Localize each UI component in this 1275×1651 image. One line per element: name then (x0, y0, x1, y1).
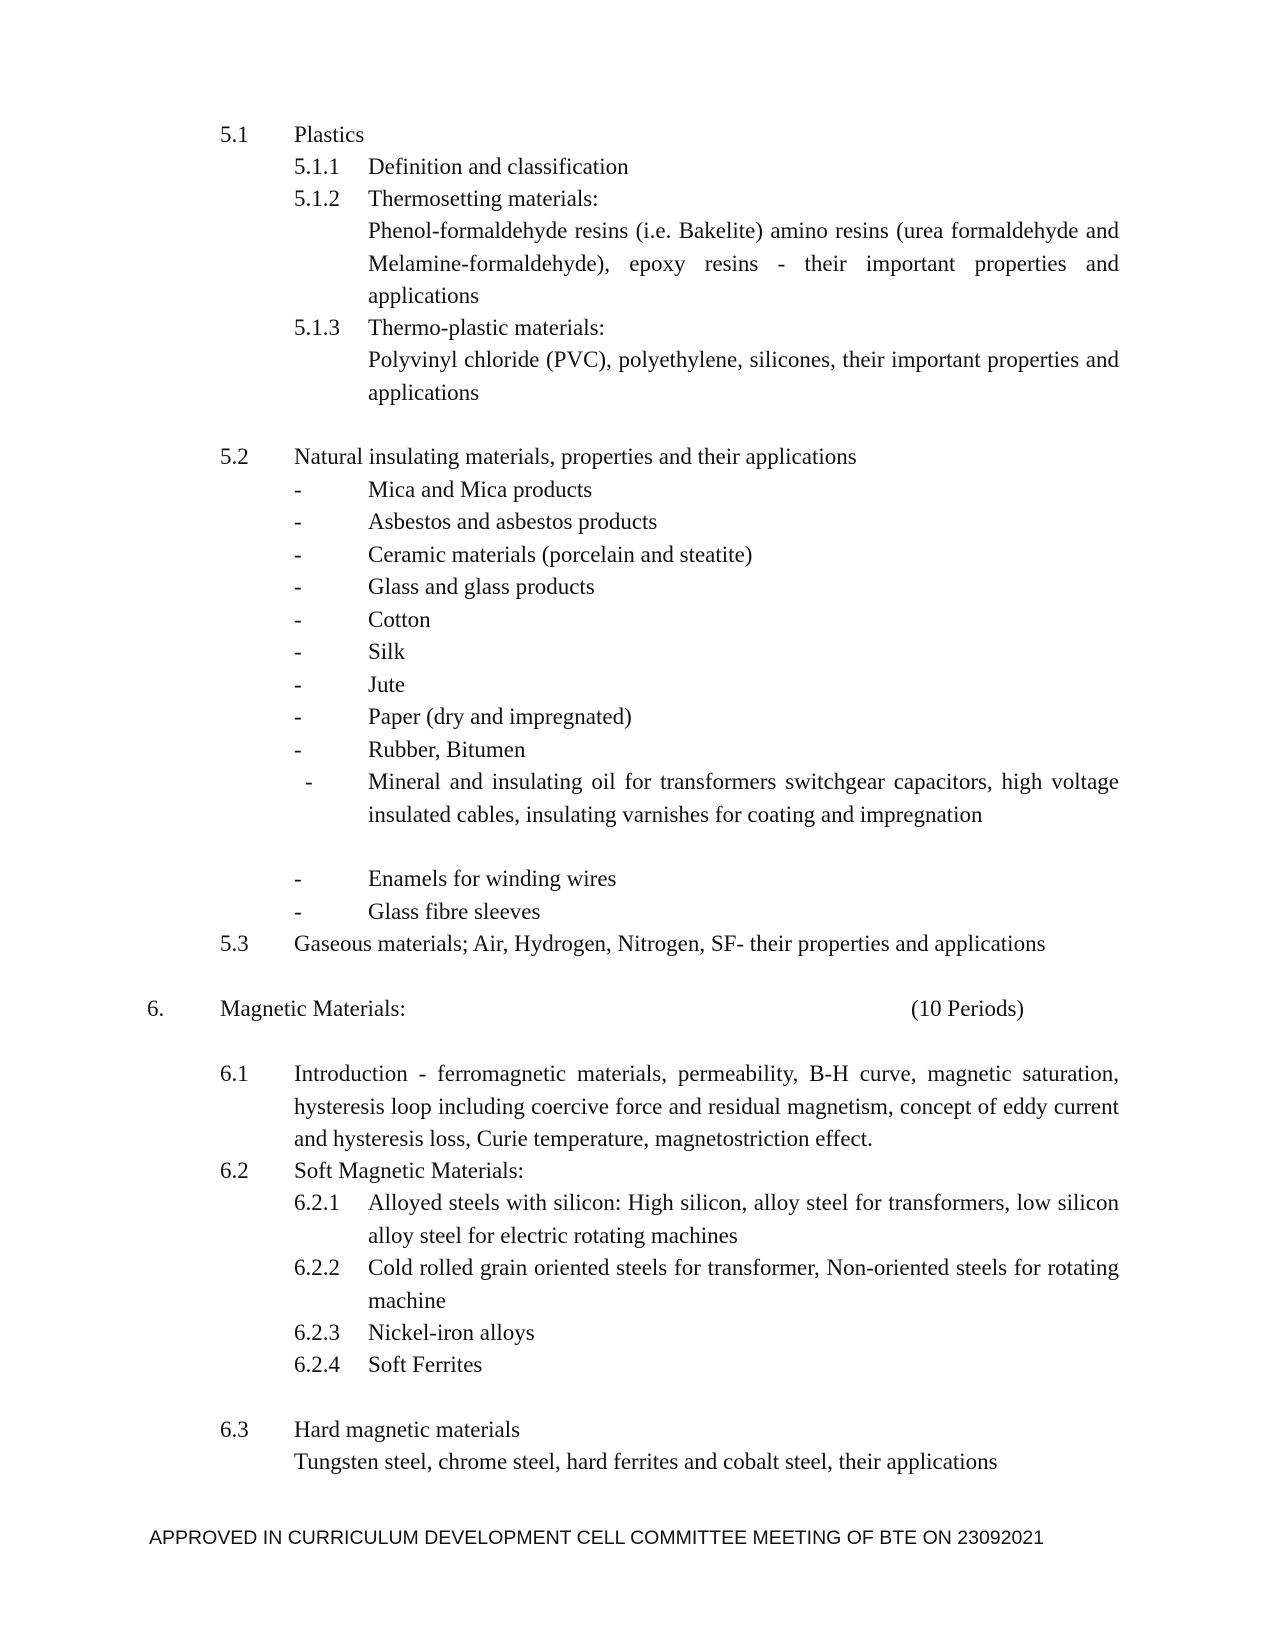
section-number: 5.2 (220, 444, 249, 469)
section-title: Soft Magnetic Materials: (294, 1158, 524, 1183)
subsection-number: 6.2.4 (294, 1352, 340, 1377)
subsection-number: 5.1.3 (294, 315, 340, 340)
subsection-number: 5.1.1 (294, 154, 340, 179)
section-number: 6.2 (220, 1158, 249, 1183)
bullet-dash: - (294, 574, 302, 599)
chapter-periods: (10 Periods) (911, 996, 1025, 1021)
list-item: Jute (368, 672, 406, 697)
bullet-dash: - (294, 607, 302, 632)
section-number: 6.3 (220, 1417, 249, 1442)
list-item: Cotton (368, 607, 431, 632)
list-item: Glass fibre sleeves (368, 899, 541, 924)
bullet-dash: - (305, 769, 313, 794)
approval-footer: APPROVED IN CURRICULUM DEVELOPMENT CELL COMMITTEE MEETING OF BTE ON 23092021 (149, 1527, 1045, 1549)
bullet-dash: - (294, 704, 302, 729)
section-body: Introduction - ferromagnetic materials, permeability, B-H curve, magnetic saturation, hysteresis loop including coercive force and residual magnetism, concept of eddy current and hysteresis loss, Curie temperature, magnetostriction effect. (294, 1061, 1119, 1151)
subsection-title: Thermosetting materials: (368, 186, 599, 211)
subsection-title: Thermo-plastic materials: (368, 315, 605, 340)
list-item: Paper (dry and impregnated) (368, 704, 632, 729)
bullet-dash: - (294, 866, 302, 891)
list-item: Mineral and insulating oil for transformers switchgear capacitors, high voltage insulated cables, insulating varnishes for coating and impregnation (368, 769, 1119, 827)
subsection-number: 6.2.3 (294, 1320, 340, 1345)
list-item: Glass and glass products (368, 574, 595, 599)
bullet-dash: - (294, 672, 302, 697)
list-item: Ceramic materials (porcelain and steatite) (368, 542, 753, 567)
list-item: Enamels for winding wires (368, 866, 617, 891)
bullet-dash: - (294, 509, 302, 534)
subsection-number: 6.2.2 (294, 1255, 340, 1280)
list-item: Silk (368, 639, 406, 664)
subsection-number: 5.1.2 (294, 186, 340, 211)
subsection-body: Soft Ferrites (368, 1352, 483, 1377)
section-title: Plastics (294, 122, 365, 147)
section-title: Hard magnetic materials (294, 1417, 521, 1442)
section-number: 5.1 (220, 122, 249, 147)
section-number: 6.1 (220, 1061, 249, 1086)
bullet-dash: - (294, 542, 302, 567)
subsection-body: Polyvinyl chloride (PVC), polyethylene, silicones, their important properties and applications (368, 347, 1119, 405)
bullet-dash: - (294, 477, 302, 502)
subsection-body: Alloyed steels with silicon: High silicon, alloy steel for transformers, low silicon alloy steel for electric rotating machines (368, 1190, 1119, 1248)
section-number: 5.3 (220, 931, 249, 956)
subsection-body: Phenol-formaldehyde resins (i.e. Bakelite) amino resins (urea formaldehyde and Melamine-formaldehyde), epoxy resins - their important properties and applications (368, 218, 1119, 308)
subsection-number: 6.2.1 (294, 1190, 340, 1215)
subsection-body: Cold rolled grain oriented steels for transformer, Non-oriented steels for rotating machine (368, 1255, 1119, 1313)
list-item: Asbestos and asbestos products (368, 509, 658, 534)
list-item: Rubber, Bitumen (368, 737, 526, 762)
section-title: Natural insulating materials, properties and their applications (294, 444, 857, 469)
subsection-body: Nickel-iron alloys (368, 1320, 535, 1345)
chapter-title: Magnetic Materials: (220, 996, 406, 1021)
subsection-title: Definition and classification (368, 154, 629, 179)
bullet-dash: - (294, 899, 302, 924)
section-body: Tungsten steel, chrome steel, hard ferrites and cobalt steel, their applications (294, 1449, 998, 1474)
bullet-dash: - (294, 737, 302, 762)
list-item: Mica and Mica products (368, 477, 593, 502)
bullet-dash: - (294, 639, 302, 664)
chapter-number: 6. (147, 996, 165, 1021)
section-title: Gaseous materials; Air, Hydrogen, Nitrogen, SF- their properties and applications (294, 931, 1046, 956)
